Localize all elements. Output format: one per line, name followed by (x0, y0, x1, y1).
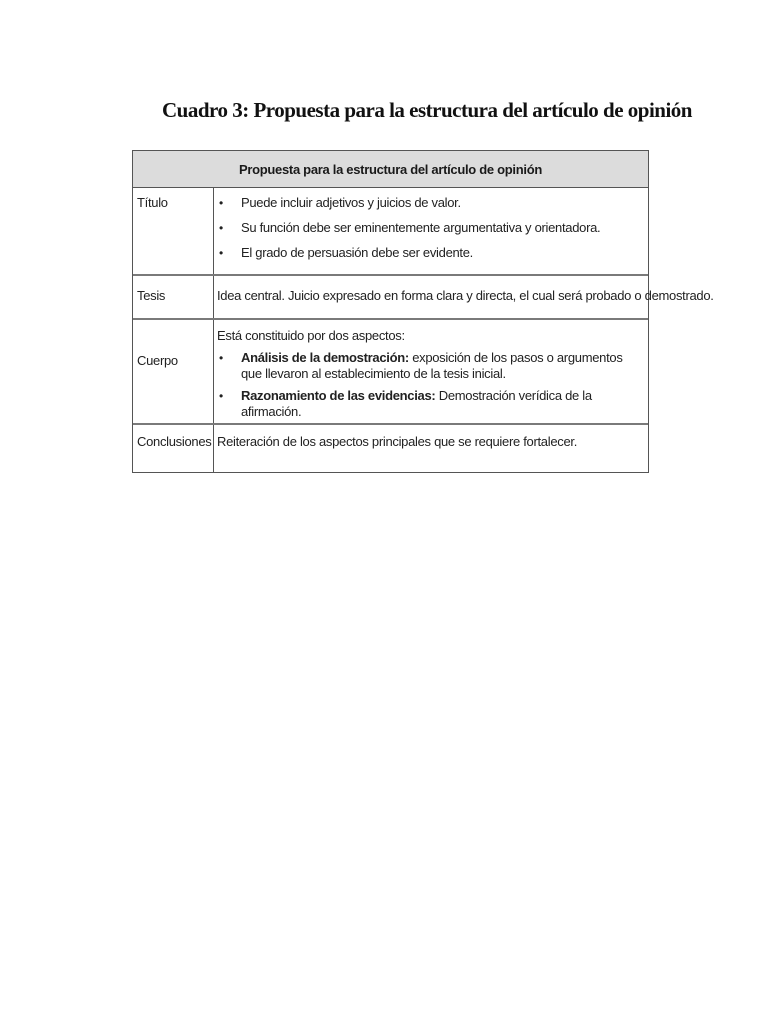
column-divider (213, 276, 214, 318)
row-label-titulo: Título (137, 195, 168, 210)
tesis-text: Idea central. Juicio expresado en forma clara y directa, el cual será probado o demostrado. (217, 288, 714, 303)
bullet-icon: • (219, 196, 223, 210)
structure-table (132, 150, 714, 473)
column-divider (213, 320, 214, 423)
list-item: • Su función debe ser eminentemente argumentativa y orientadora. (219, 220, 601, 235)
row-label-cuerpo: Cuerpo (137, 353, 178, 368)
table-header: Propuesta para la estructura del artículo de opinión (133, 151, 648, 188)
cuerpo-content (217, 328, 642, 420)
item-desc: Demostración verídica de la afirmación. (241, 388, 592, 419)
column-divider (213, 425, 214, 472)
list-item: • El grado de persuasión debe ser evidente. (219, 245, 473, 260)
item-term: Razonamiento de las evidencias: (241, 388, 436, 403)
bullet-icon: • (219, 246, 223, 260)
bullet-icon: • (219, 389, 223, 403)
table-caption: Cuadro 3: Propuesta para la estructura del artículo de opinión (162, 98, 692, 122)
item-term: Análisis de la demostración: (241, 350, 409, 365)
bullet-icon: • (219, 221, 223, 235)
table-row-conclusiones (133, 425, 648, 472)
bullet-icon: • (219, 351, 223, 365)
table-row-titulo (133, 187, 648, 276)
table-row-cuerpo (133, 320, 648, 425)
list-item (217, 350, 642, 382)
list-item: • Puede incluir adjetivos y juicios de valor. (219, 195, 461, 210)
table-row-tesis (133, 276, 714, 320)
item-desc: exposición de los pasos o argumentos que llevaron al establecimiento de la tesis inicial. (241, 350, 623, 381)
row-label-tesis: Tesis (137, 288, 166, 303)
column-divider (213, 187, 214, 274)
row-label-conclusiones: Conclusiones (137, 434, 212, 449)
conclusiones-text: Reiteración de los aspectos principales que se requiere fortalecer. (217, 434, 578, 449)
titulo-bullets (217, 195, 642, 261)
list-item (217, 388, 642, 420)
cuerpo-intro: Está constituido por dos aspectos: (217, 328, 405, 343)
